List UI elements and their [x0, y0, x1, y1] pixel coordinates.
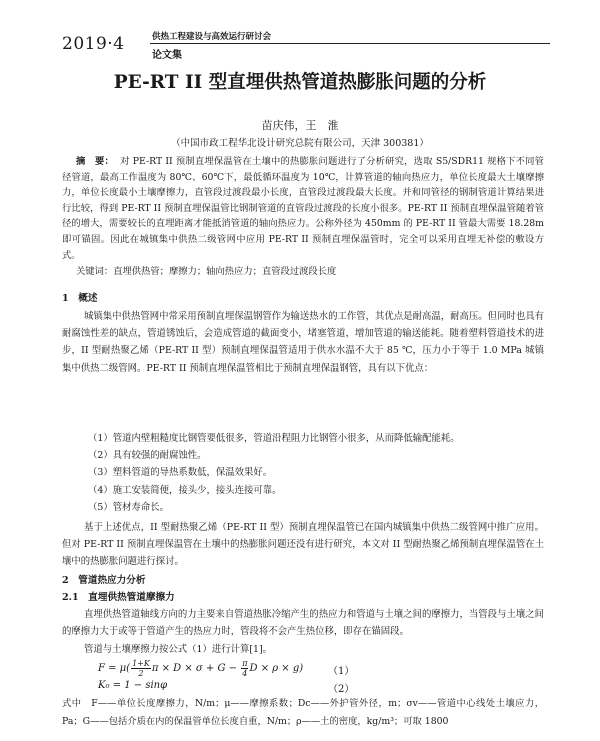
- abstract-text: 对 PE-RT II 预制直埋保温管在土壤中的热膨胀问题进行了分析研究，选取 S5/SDR11 规格下不同管径管道，最高工作温度为 80℃、60℃下，最低循环温度为 10℃，计算管道的轴向热应力，单位长度最大土壤摩擦力，单位长度最小土壤摩擦力，直管段过渡段最小长度，直管段过渡段最大长度。并和同管径的钢制管道计算结果进行比较，得到 PE-RT II 预制直埋保温管比钢制管道的直管段过渡段的长度小很多。PE-RT II 预制直埋保温管随着管径的增大，需要较长的直埋距离才能抵消管道的轴向热应力。公称外径为 450mm 的 PE-RT II 管最大需要 18.28m 即可锚固。因此在城镇集中供热二级管网中应用 PE-RT II 预制直埋保温管时，完全可以采用直埋无补偿的敷设方式。: [62, 156, 544, 261]
- section-2-heading: 2 管道热应力分析: [62, 575, 146, 586]
- formula-1: F = μ( $\frac{1+K}{2}$ π × D × σ + G − $\frac{\pi}{4}$ D × ρ × g): [98, 659, 304, 678]
- fraction: $\frac{1+K}{2}$: [132, 659, 150, 678]
- list-item: （4）施工安装简便，接头少，接头连接可靠。: [88, 484, 282, 496]
- fraction: $\frac{\pi}{4}$: [242, 659, 248, 678]
- variable-definitions: 式中 F——单位长度摩擦力，N/m；μ——摩擦系数；Dc——外护管外径，m；σv——管道中心线处土壤应力，Pa；G——包括介质在内的保温管单位长度自重，N/m；ρ——土的密度，kg/m³；可取 1800: [62, 698, 544, 727]
- section-1-heading: 1 概述: [62, 293, 98, 304]
- section-2-1-heading: 2.1 直埋供热管道摩擦力: [62, 592, 175, 603]
- affiliation: （中国市政工程华北设计研究总院有限公司，天津 300381）: [171, 138, 429, 149]
- list-item: （2）具有较强的耐腐蚀性。: [88, 450, 207, 462]
- abstract-label: 摘 要：: [76, 156, 115, 167]
- equation-number-1: （1）: [328, 666, 355, 677]
- abstract: [62, 154, 544, 263]
- paragraph-1: 城镇集中供热管网中常采用预制直埋保温钢管作为输送热水的工作管，其优点是耐高温，耐高压。但同时也具有耐腐蚀性差的缺点，管道锈蚀后，会造成管道的截面变小，堵塞管道，增加管道的输送能耗。随着塑料管道技术的进步，II 型耐热聚乙烯（PE-RT II 型）预制直埋保温管适用于供水水温不大于 85 ℃，压力小于等于 1.0 MPa 城镇集中供热二级管网。PE-RT II 预制直埋保温管相比于预制直埋保温钢管，具有以下优点：: [62, 311, 544, 374]
- column-name: 论文集: [152, 50, 182, 61]
- paragraph-4: 管道与土壤摩擦力按公式（1）进行计算[1]。: [84, 644, 272, 655]
- formula-2: K₀ = 1 − sinφ: [98, 680, 168, 691]
- advantages-list: [88, 430, 460, 516]
- header-rule: [150, 43, 550, 44]
- paragraph-3: 直埋供热管道轴线方向的力主要来自管道热胀冷缩产生的热应力和管道与土壤之间的摩擦力，当管段与土壤之间的摩擦力大于或等于管道产生的热应力时，管段将不会产生热位移，即存在锚固段。: [62, 609, 544, 638]
- equation-number-2: （2）: [328, 684, 355, 695]
- list-item: （5）管材寿命长。: [88, 501, 169, 513]
- journal-name: 供热工程建设与高效运行研讨会: [152, 32, 272, 42]
- list-item: （1）管道内壁粗糙度比钢管要低很多，管道沿程阻力比钢管小很多，从而降低输配能耗。: [88, 433, 460, 444]
- paragraph-2: 基于上述优点，II 型耐热聚乙烯（PE-RT II 型）预制直埋保温管已在国内城镇集中供热二级管网中推广应用。但对 PE-RT II 预制直埋保温管在土壤中的热膨胀问题还没有进行研究，本文对 II 型耐热聚乙烯预制直埋保温管在土壤中的热膨胀问题进行探讨。: [62, 522, 544, 568]
- authors: 苗庆伟，王 淮: [261, 119, 339, 132]
- page-header: [0, 0, 600, 60]
- paper-title: PE-RT II 型直埋供热管道热膨胀问题的分析: [113, 72, 487, 93]
- issue-number: 2019·4: [62, 34, 125, 54]
- list-item: （3）塑料管道的导热系数低，保温效果好。: [88, 467, 273, 479]
- keywords: 关键词：直埋供热管；摩擦力；轴向热应力；直管段过渡段长度: [76, 266, 337, 277]
